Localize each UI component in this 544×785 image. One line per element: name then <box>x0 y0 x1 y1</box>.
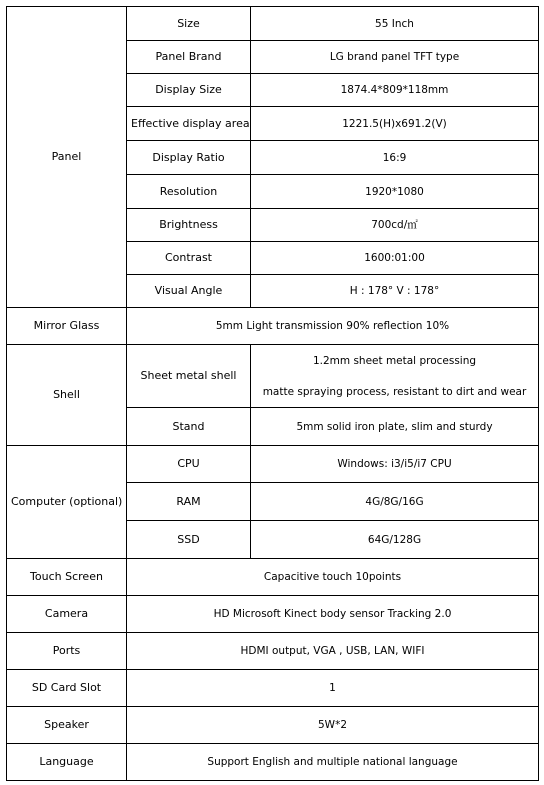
spec-value: 5mm solid iron plate, slim and sturdy <box>251 408 539 446</box>
spec-label: Display Ratio <box>127 141 251 175</box>
spec-value: H : 178° V : 178° <box>251 275 539 308</box>
spec-value: 16:9 <box>251 141 539 175</box>
spec-label: SSD <box>127 521 251 559</box>
category-speaker: Speaker <box>7 707 127 744</box>
spec-value: LG brand panel TFT type <box>251 41 539 74</box>
spec-label: Display Size <box>127 74 251 107</box>
spec-label: Size <box>127 7 251 41</box>
table-row <box>7 707 539 744</box>
table-row <box>7 446 539 483</box>
spec-value: HD Microsoft Kinect body sensor Tracking 2.0 <box>127 596 539 633</box>
spec-value: 1 <box>127 670 539 707</box>
table-row <box>7 670 539 707</box>
category-computer: Computer (optional) <box>7 446 127 559</box>
spec-value: 700cd/㎡ <box>251 209 539 242</box>
category-ports: Ports <box>7 633 127 670</box>
spec-value: 1920*1080 <box>251 175 539 209</box>
spec-value: Windows: i3/i5/i7 CPU <box>251 446 539 483</box>
spec-label: Brightness <box>127 209 251 242</box>
table-row <box>7 633 539 670</box>
category-panel: Panel <box>7 7 127 308</box>
spec-label: Resolution <box>127 175 251 209</box>
spec-label: Effective display area <box>127 107 251 141</box>
spec-value: 1874.4*809*118mm <box>251 74 539 107</box>
category-shell: Shell <box>7 345 127 446</box>
table-row <box>7 744 539 781</box>
spec-value: 1600:01:00 <box>251 242 539 275</box>
category-camera: Camera <box>7 596 127 633</box>
spec-value: 5mm Light transmission 90% reflection 10% <box>127 308 539 345</box>
spec-value: 5W*2 <box>127 707 539 744</box>
spec-value: 64G/128G <box>251 521 539 559</box>
category-language: Language <box>7 744 127 781</box>
spec-value-line: 1.2mm sheet metal processing <box>312 354 477 367</box>
table-row <box>7 596 539 633</box>
table-row <box>7 345 539 408</box>
spec-value-lines <box>255 354 534 399</box>
spec-value: 1221.5(H)x691.2(V) <box>251 107 539 141</box>
spec-value: HDMI output, VGA , USB, LAN, WIFI <box>127 633 539 670</box>
spec-label: Stand <box>127 408 251 446</box>
spec-label: Panel Brand <box>127 41 251 74</box>
spec-value: Support English and multiple national language <box>127 744 539 781</box>
spec-label: Contrast <box>127 242 251 275</box>
category-touch-screen: Touch Screen <box>7 559 127 596</box>
spec-value: Capacitive touch 10points <box>127 559 539 596</box>
table-row <box>7 308 539 345</box>
spec-label: Sheet metal shell <box>127 345 251 408</box>
spec-label: Visual Angle <box>127 275 251 308</box>
spec-value: 4G/8G/16G <box>251 483 539 521</box>
table-row <box>7 559 539 596</box>
spec-value: 55 Inch <box>251 7 539 41</box>
table-row <box>7 7 539 41</box>
spec-table <box>6 6 539 781</box>
category-mirror-glass: Mirror Glass <box>7 308 127 345</box>
spec-label: CPU <box>127 446 251 483</box>
spec-label: RAM <box>127 483 251 521</box>
spec-value <box>251 345 539 408</box>
category-sd-card-slot: SD Card Slot <box>7 670 127 707</box>
spec-value-line: matte spraying process, resistant to dirt and wear <box>262 385 527 398</box>
